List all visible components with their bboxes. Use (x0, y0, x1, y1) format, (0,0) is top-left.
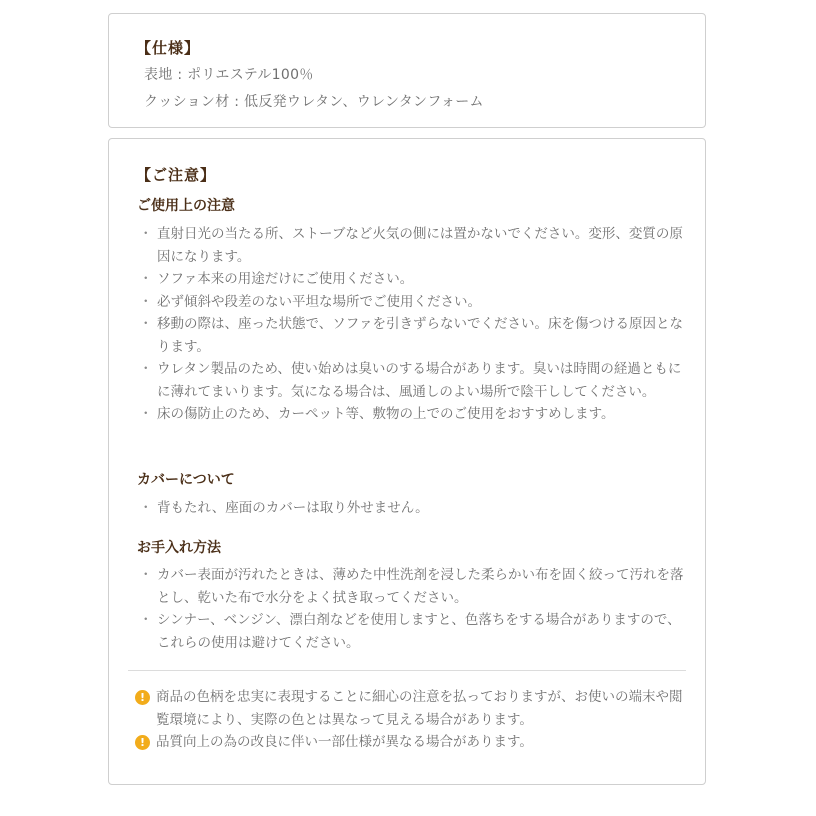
list-item (109, 358, 705, 403)
notes-box (108, 138, 706, 785)
bullet-dot: ・ (139, 406, 153, 422)
care-list (109, 564, 705, 654)
bullet-dot: ・ (139, 293, 153, 310)
list-item-text: ウレタン製品のため、使い始めは臭いのする場合があります。臭いは時間の経過ともにに薄れてまいります。気になる場合は、風通しのよい場所で陰干ししてください。 (157, 361, 682, 400)
cover-list (109, 497, 705, 520)
divider (128, 670, 686, 671)
list-item (109, 268, 705, 291)
list-item-text: 床の傷防止のため、カーペット等、敷物の上でのご使用をおすすめします。 (157, 406, 615, 422)
bullet-dot: ・ (139, 500, 153, 516)
list-item-text: 移動の際は、座った状態で、ソファを引きずらないでください。床を傷つける原因となります。 (157, 316, 683, 355)
section-heading-care: お手入れ方法 (137, 540, 221, 556)
list-item (109, 497, 705, 520)
spec-box (108, 13, 706, 128)
bullet-dot: ・ (139, 612, 153, 628)
bullet-dot: ・ (139, 316, 153, 332)
list-item (109, 403, 705, 426)
section-heading-usage: ご使用上の注意 (137, 198, 235, 214)
alert-item (109, 731, 705, 754)
bullet-dot: ・ (139, 361, 153, 377)
list-item (109, 609, 705, 654)
usage-list (109, 223, 705, 426)
notes-title: 【ご注意】 (136, 166, 217, 184)
exclamation-icon: ! (135, 735, 150, 750)
list-item (109, 223, 705, 268)
spec-line-fabric: 表地 : ポリエステル100％ (144, 67, 314, 83)
section-heading-cover: カバーについて (137, 472, 235, 488)
spec-line-cushion: クッション材 : 低反発ウレタン、ウレンタンフォーム (144, 94, 484, 110)
list-item (109, 291, 705, 314)
bullet-dot: ・ (139, 271, 153, 287)
alert-text: 商品の色柄を忠実に表現することに細心の注意を払っておりますが、お使いの端末や閲覧環境により、実際の色とは異なって見える場合があります。 (156, 689, 683, 728)
list-item-text: シンナー、ベンジン、漂白剤などを使用しますと、色落ちをする場合がありますので、これらの使用は避けてください。 (157, 612, 681, 651)
bullet-dot: ・ (139, 226, 153, 242)
alert-item (109, 686, 705, 731)
alert-text: 品質向上の為の改良に伴い一部仕様が異なる場合があります。 (156, 734, 533, 750)
list-item (109, 313, 705, 358)
list-item-text: ソファ本来の用途だけにご使用ください。 (157, 271, 414, 287)
list-item-text: 必ず傾斜や段差のない平坦な場所でご使用ください。 (157, 293, 481, 310)
list-item-text: 背もたれ、座面のカバーは取り外せません。 (157, 500, 429, 516)
list-item-text: 直射日光の当たる所、ストーブなど火気の側には置かないでください。変形、変質の原因になります。 (157, 226, 683, 265)
spec-title: 【仕様】 (136, 39, 201, 57)
bullet-dot: ・ (139, 567, 153, 583)
exclamation-icon: ! (135, 690, 150, 705)
list-item-text: カバー表面が汚れたときは、薄めた中性洗剤を浸した柔らかい布を固く絞って汚れを落とし、乾いた布で水分をよく拭き取ってください。 (157, 567, 684, 606)
alert-list (109, 686, 705, 754)
list-item (109, 564, 705, 609)
